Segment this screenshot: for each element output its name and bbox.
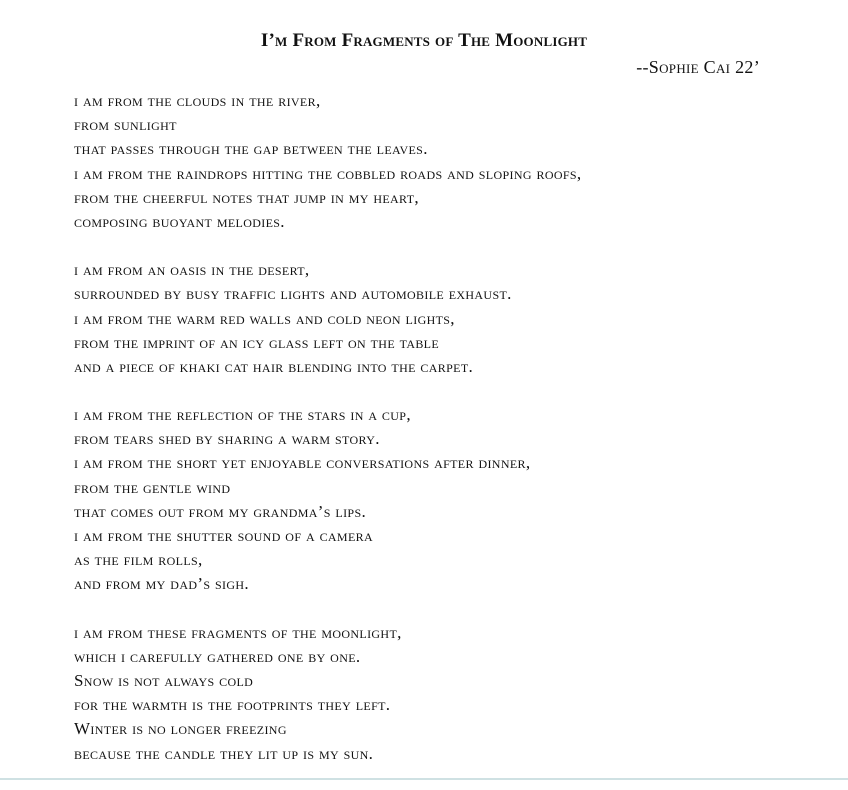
stanza-1 <box>74 89 794 234</box>
poem-line: Snow is not always cold <box>74 670 254 690</box>
page-divider <box>0 778 848 780</box>
poem-line: from sunlight <box>74 115 177 135</box>
poem-line: as the film rolls, <box>74 550 203 570</box>
poem-title: I’m From Fragments of The Moonlight <box>260 30 588 51</box>
poem-line: that passes through the gap between the leaves. <box>74 139 428 159</box>
poem-line: and from my dad’s sigh. <box>74 574 249 594</box>
poem-line: for the warmth is the footprints they left. <box>74 695 391 715</box>
poem-line: and a piece of khaki cat hair blending into the carpet. <box>74 356 474 376</box>
poem-line: Winter is no longer freezing <box>74 719 287 739</box>
poem-line: i am from an oasis in the desert, <box>74 260 310 280</box>
poem-line: because the candle they lit up is my sun. <box>74 743 374 763</box>
poem-body <box>74 89 794 790</box>
poem-line: i am from the shutter sound of a camera <box>74 526 374 545</box>
stanza-3 <box>74 403 794 597</box>
poem-line: from the cheerful notes that jump in my heart, <box>74 187 419 207</box>
stanza-2 <box>74 258 794 379</box>
poem-line: from tears shed by sharing a warm story. <box>74 429 380 449</box>
poem-line: surrounded by busy traffic lights and automobile exhaust. <box>74 284 512 304</box>
poem-line: that comes out from my grandma’s lips. <box>74 501 367 521</box>
poem-byline: --Sophie Cai 22’ <box>636 57 760 77</box>
poem-line: from the gentle wind <box>74 477 231 497</box>
poem-line: composing buoyant melodies. <box>74 211 285 231</box>
poem-line: i am from the short yet enjoyable conversations after dinner, <box>74 453 531 473</box>
poem-line: which i carefully gathered one by one. <box>74 646 361 666</box>
poem-line: i am from the raindrops hitting the cobbled roads and sloping roofs, <box>74 163 582 183</box>
stanza-4 <box>74 621 794 766</box>
poem-line: from the imprint of an icy glass left on the table <box>74 332 440 352</box>
poem-line: i am from the clouds in the river, <box>74 91 321 110</box>
poem-line: i am from the reflection of the stars in a cup, <box>74 405 411 425</box>
poem-line: i am from these fragments of the moonlight, <box>74 622 402 642</box>
poem-line: i am from the warm red walls and cold neon lights, <box>74 308 455 328</box>
